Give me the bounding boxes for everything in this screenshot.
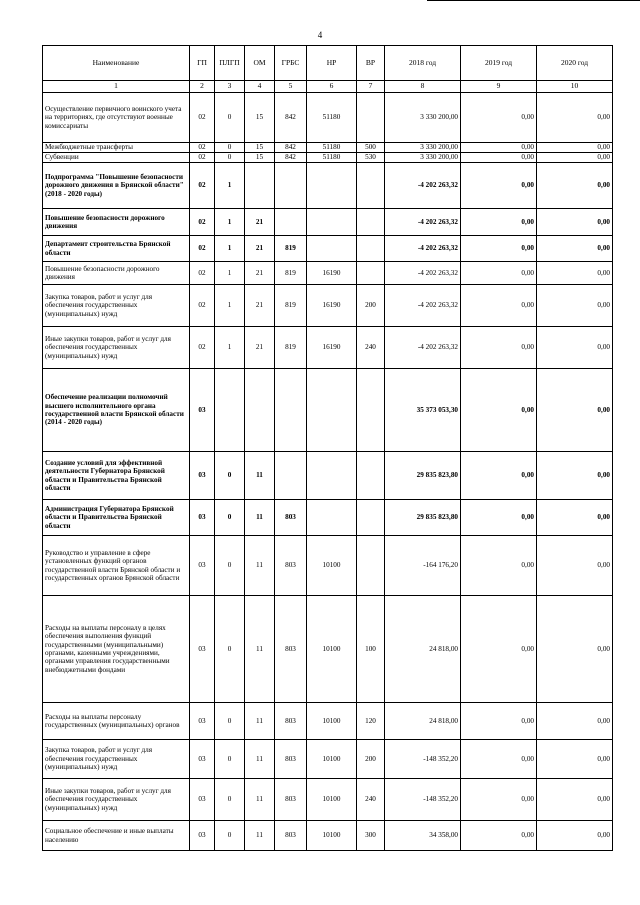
grbs-cell: 819 <box>275 236 307 262</box>
table-row <box>43 452 613 500</box>
vr-cell: 100 <box>357 596 385 703</box>
row-name: Закупка товаров, работ и услуг для обеспечения государственных (муниципальных) нужд <box>43 740 190 779</box>
table-row <box>43 703 613 740</box>
om-cell: 11 <box>245 779 275 821</box>
plgp-cell: 0 <box>215 536 245 596</box>
om-cell: 11 <box>245 452 275 500</box>
vr-cell: 240 <box>357 327 385 369</box>
table-body <box>43 46 613 851</box>
y2020-cell: 0,00 <box>537 327 613 369</box>
y2020-cell: 0,00 <box>537 262 613 285</box>
plgp-cell: 1 <box>215 209 245 236</box>
row-name: Закупка товаров, работ и услуг для обеспечения государственных (муниципальных) нужд <box>43 285 190 327</box>
om-cell <box>245 369 275 452</box>
column-header: ПЛГП <box>215 46 245 81</box>
y2019-cell: 0,00 <box>461 369 537 452</box>
column-header: ВР <box>357 46 385 81</box>
y2018-cell: -4 202 263,32 <box>385 262 461 285</box>
y2020-cell: 0,00 <box>537 236 613 262</box>
om-cell: 21 <box>245 236 275 262</box>
row-name: Межбюджетные трансферты <box>43 143 190 153</box>
om-cell: 11 <box>245 596 275 703</box>
om-cell: 11 <box>245 740 275 779</box>
table-row <box>43 236 613 262</box>
vr-cell: 530 <box>357 153 385 163</box>
vr-cell <box>357 536 385 596</box>
column-number: 10 <box>537 81 613 93</box>
om-cell: 21 <box>245 285 275 327</box>
y2018-cell: 35 373 053,30 <box>385 369 461 452</box>
plgp-cell <box>215 369 245 452</box>
row-name: Администрация Губернатора Брянской области и Правительства Брянской области <box>43 500 190 536</box>
y2020-cell: 0,00 <box>537 153 613 163</box>
gp-cell: 02 <box>190 143 215 153</box>
plgp-cell: 1 <box>215 262 245 285</box>
column-number: 6 <box>307 81 357 93</box>
grbs-cell <box>275 209 307 236</box>
table-row <box>43 143 613 153</box>
gp-cell: 02 <box>190 163 215 209</box>
row-name: Расходы на выплаты персоналу в целях обеспечения выполнения функций государственными (муниципальными) органами, казенными учреждениями, органами управления государственными внебюджетными фондами <box>43 596 190 703</box>
vr-cell: 200 <box>357 740 385 779</box>
gp-cell: 02 <box>190 285 215 327</box>
row-name: Повышение безопасности дорожного движения <box>43 209 190 236</box>
y2018-cell: 29 835 823,80 <box>385 500 461 536</box>
plgp-cell: 0 <box>215 779 245 821</box>
column-number: 5 <box>275 81 307 93</box>
column-number: 8 <box>385 81 461 93</box>
y2018-cell: -4 202 263,32 <box>385 327 461 369</box>
plgp-cell: 0 <box>215 452 245 500</box>
vr-cell: 240 <box>357 779 385 821</box>
row-name: Иные закупки товаров, работ и услуг для обеспечения государственных (муниципальных) нужд <box>43 327 190 369</box>
om-cell: 11 <box>245 500 275 536</box>
plgp-cell: 0 <box>215 703 245 740</box>
top-rule <box>427 0 640 1</box>
column-header: 2018 год <box>385 46 461 81</box>
grbs-cell: 842 <box>275 93 307 143</box>
gp-cell: 03 <box>190 596 215 703</box>
y2018-cell: 24 818,00 <box>385 596 461 703</box>
y2019-cell: 0,00 <box>461 779 537 821</box>
y2019-cell: 0,00 <box>461 153 537 163</box>
om-cell: 15 <box>245 93 275 143</box>
table-row <box>43 153 613 163</box>
plgp-cell: 1 <box>215 285 245 327</box>
grbs-cell: 819 <box>275 262 307 285</box>
y2019-cell: 0,00 <box>461 536 537 596</box>
y2018-cell: -148 352,20 <box>385 740 461 779</box>
om-cell: 21 <box>245 327 275 369</box>
column-header: 2020 год <box>537 46 613 81</box>
y2018-cell: -4 202 263,32 <box>385 209 461 236</box>
y2019-cell: 0,00 <box>461 163 537 209</box>
y2020-cell: 0,00 <box>537 500 613 536</box>
om-cell: 11 <box>245 703 275 740</box>
om-cell: 11 <box>245 536 275 596</box>
y2019-cell: 0,00 <box>461 285 537 327</box>
nr-cell <box>307 369 357 452</box>
gp-cell: 03 <box>190 452 215 500</box>
table-row <box>43 209 613 236</box>
nr-cell: 10100 <box>307 536 357 596</box>
y2018-cell: 24 818,00 <box>385 703 461 740</box>
y2020-cell: 0,00 <box>537 369 613 452</box>
y2020-cell: 0,00 <box>537 703 613 740</box>
column-header: Наименование <box>43 46 190 81</box>
y2020-cell: 0,00 <box>537 536 613 596</box>
y2020-cell: 0,00 <box>537 740 613 779</box>
table-row <box>43 327 613 369</box>
table-row <box>43 93 613 143</box>
y2020-cell: 0,00 <box>537 285 613 327</box>
row-name: Повышение безопасности дорожного движения <box>43 262 190 285</box>
y2018-cell: -164 176,20 <box>385 536 461 596</box>
table-row <box>43 163 613 209</box>
grbs-cell: 842 <box>275 153 307 163</box>
vr-cell <box>357 209 385 236</box>
table-row <box>43 740 613 779</box>
y2020-cell: 0,00 <box>537 779 613 821</box>
gp-cell: 02 <box>190 236 215 262</box>
row-name: Расходы на выплаты персоналу государственных (муниципальных) органов <box>43 703 190 740</box>
grbs-cell <box>275 452 307 500</box>
om-cell: 15 <box>245 153 275 163</box>
table-row <box>43 536 613 596</box>
grbs-cell <box>275 163 307 209</box>
gp-cell: 03 <box>190 500 215 536</box>
om-cell <box>245 163 275 209</box>
grbs-cell: 803 <box>275 740 307 779</box>
row-name: Субвенции <box>43 153 190 163</box>
nr-cell: 10100 <box>307 779 357 821</box>
vr-cell: 300 <box>357 821 385 851</box>
nr-cell: 10100 <box>307 596 357 703</box>
column-header: НР <box>307 46 357 81</box>
row-name: Создание условий для эффективной деятельности Губернатора Брянской области и Правительства Брянской области <box>43 452 190 500</box>
gp-cell: 03 <box>190 369 215 452</box>
table-row <box>43 369 613 452</box>
plgp-cell: 0 <box>215 596 245 703</box>
table-row <box>43 500 613 536</box>
nr-cell: 10100 <box>307 703 357 740</box>
gp-cell: 03 <box>190 703 215 740</box>
vr-cell <box>357 500 385 536</box>
vr-cell: 500 <box>357 143 385 153</box>
y2019-cell: 0,00 <box>461 327 537 369</box>
table-row <box>43 262 613 285</box>
vr-cell <box>357 262 385 285</box>
nr-cell: 51180 <box>307 153 357 163</box>
table-row <box>43 596 613 703</box>
gp-cell: 02 <box>190 327 215 369</box>
column-number: 4 <box>245 81 275 93</box>
y2019-cell: 0,00 <box>461 452 537 500</box>
grbs-cell: 819 <box>275 327 307 369</box>
nr-cell: 10100 <box>307 821 357 851</box>
nr-cell <box>307 452 357 500</box>
y2019-cell: 0,00 <box>461 596 537 703</box>
plgp-cell: 0 <box>215 143 245 153</box>
header-row <box>43 46 613 81</box>
row-name: Обеспечение реализации полномочий высшего исполнительного органа государственной власти Брянской области (2014 - 2020 годы) <box>43 369 190 452</box>
y2019-cell: 0,00 <box>461 740 537 779</box>
y2019-cell: 0,00 <box>461 500 537 536</box>
y2019-cell: 0,00 <box>461 143 537 153</box>
y2020-cell: 0,00 <box>537 821 613 851</box>
y2019-cell: 0,00 <box>461 93 537 143</box>
column-number: 1 <box>43 81 190 93</box>
gp-cell: 02 <box>190 209 215 236</box>
gp-cell: 03 <box>190 536 215 596</box>
y2019-cell: 0,00 <box>461 703 537 740</box>
gp-cell: 02 <box>190 153 215 163</box>
grbs-cell: 842 <box>275 143 307 153</box>
column-header: ГП <box>190 46 215 81</box>
table-row <box>43 779 613 821</box>
row-name: Иные закупки товаров, работ и услуг для обеспечения государственных (муниципальных) нужд <box>43 779 190 821</box>
grbs-cell: 819 <box>275 285 307 327</box>
y2018-cell: 34 358,00 <box>385 821 461 851</box>
row-name: Осуществление первичного воинского учета на территориях, где отсутствуют военные комиссариаты <box>43 93 190 143</box>
nr-cell: 16190 <box>307 327 357 369</box>
plgp-cell: 0 <box>215 93 245 143</box>
row-name: Подпрограмма "Повышение безопасности дорожного движения в Брянской области" (2018 - 2020 годы) <box>43 163 190 209</box>
row-name: Руководство и управление в сфере установленных функций органов государственной власти Брянской области и государственных органов Брянской области <box>43 536 190 596</box>
nr-cell <box>307 500 357 536</box>
y2018-cell: -4 202 263,32 <box>385 236 461 262</box>
grbs-cell: 803 <box>275 500 307 536</box>
row-name: Социальное обеспечение и иные выплаты населению <box>43 821 190 851</box>
column-number: 2 <box>190 81 215 93</box>
gp-cell: 02 <box>190 93 215 143</box>
grbs-cell: 803 <box>275 703 307 740</box>
grbs-cell: 803 <box>275 779 307 821</box>
nr-cell: 51180 <box>307 93 357 143</box>
table-row <box>43 821 613 851</box>
column-number: 7 <box>357 81 385 93</box>
nr-cell: 16190 <box>307 285 357 327</box>
y2019-cell: 0,00 <box>461 821 537 851</box>
page-number: 4 <box>317 30 323 40</box>
y2018-cell: -148 352,20 <box>385 779 461 821</box>
y2018-cell: 3 330 200,00 <box>385 143 461 153</box>
y2020-cell: 0,00 <box>537 143 613 153</box>
grbs-cell: 803 <box>275 536 307 596</box>
y2020-cell: 0,00 <box>537 163 613 209</box>
column-header: ГРБС <box>275 46 307 81</box>
y2019-cell: 0,00 <box>461 209 537 236</box>
y2019-cell: 0,00 <box>461 262 537 285</box>
plgp-cell: 0 <box>215 500 245 536</box>
om-cell: 21 <box>245 209 275 236</box>
vr-cell <box>357 452 385 500</box>
vr-cell: 120 <box>357 703 385 740</box>
vr-cell <box>357 93 385 143</box>
nr-cell: 51180 <box>307 143 357 153</box>
plgp-cell: 1 <box>215 327 245 369</box>
om-cell: 15 <box>245 143 275 153</box>
gp-cell: 03 <box>190 779 215 821</box>
y2018-cell: 29 835 823,80 <box>385 452 461 500</box>
table-row <box>43 285 613 327</box>
nr-cell <box>307 209 357 236</box>
column-number: 3 <box>215 81 245 93</box>
y2018-cell: -4 202 263,32 <box>385 285 461 327</box>
nr-cell <box>307 236 357 262</box>
y2020-cell: 0,00 <box>537 209 613 236</box>
vr-cell <box>357 369 385 452</box>
grbs-cell <box>275 369 307 452</box>
y2020-cell: 0,00 <box>537 452 613 500</box>
y2020-cell: 0,00 <box>537 93 613 143</box>
y2018-cell: -4 202 263,32 <box>385 163 461 209</box>
row-name: Департамент строительства Брянской области <box>43 236 190 262</box>
y2018-cell: 3 330 200,00 <box>385 153 461 163</box>
gp-cell: 03 <box>190 821 215 851</box>
nr-cell: 16190 <box>307 262 357 285</box>
om-cell: 11 <box>245 821 275 851</box>
column-header: ОМ <box>245 46 275 81</box>
plgp-cell: 0 <box>215 740 245 779</box>
column-number: 9 <box>461 81 537 93</box>
budget-table <box>42 45 613 851</box>
vr-cell: 200 <box>357 285 385 327</box>
column-number-row <box>43 81 613 93</box>
gp-cell: 03 <box>190 740 215 779</box>
nr-cell <box>307 163 357 209</box>
plgp-cell: 0 <box>215 153 245 163</box>
column-header: 2019 год <box>461 46 537 81</box>
y2020-cell: 0,00 <box>537 596 613 703</box>
plgp-cell: 1 <box>215 236 245 262</box>
y2019-cell: 0,00 <box>461 236 537 262</box>
nr-cell: 10100 <box>307 740 357 779</box>
grbs-cell: 803 <box>275 596 307 703</box>
y2018-cell: 3 330 200,00 <box>385 93 461 143</box>
om-cell: 21 <box>245 262 275 285</box>
vr-cell <box>357 163 385 209</box>
gp-cell: 02 <box>190 262 215 285</box>
plgp-cell: 0 <box>215 821 245 851</box>
grbs-cell: 803 <box>275 821 307 851</box>
vr-cell <box>357 236 385 262</box>
plgp-cell: 1 <box>215 163 245 209</box>
